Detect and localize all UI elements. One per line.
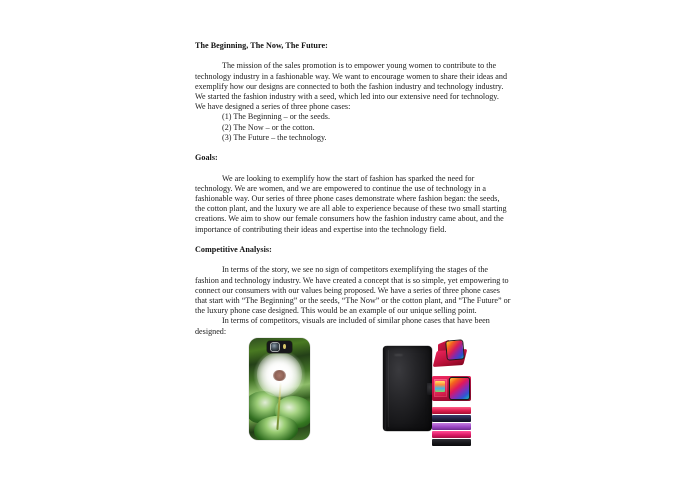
colour-variant-bar [432,423,471,430]
leather-highlight [394,354,403,357]
phone-screen [450,378,469,399]
red-wallet-case-standing-thumbnail [429,338,474,371]
section-heading: The Beginning, The Now, The Future: [195,41,328,50]
colour-variant-bar [432,439,471,446]
phone-screen [446,340,464,359]
colour-variant-bar [432,415,471,422]
section-paragraph: The mission of the sales promotion is to empower young women to contribute to the technology industry in a fashionable way. We want to encourage women to share their ideas and exemplify how our designs are connected to both the fashion industry and technology industry. We started the fashion industry with a seed, which led into our extensive need for technology. We have designed a series of three phone cases: [195,61,508,112]
card-slots [435,381,445,392]
phone-case-list [195,112,511,143]
section-the-beginning-the-now-the-future [195,41,511,143]
colour-variants-stack-thumbnail [429,406,474,446]
section-heading: Goals: [195,153,218,163]
document-text-body [195,41,511,337]
figure-row [0,336,695,456]
case-spine [383,346,386,431]
section-heading: Competitive Analysis: [195,245,272,254]
black-wallet-case-image [383,346,432,431]
list-item: (1) The Beginning – or the seeds. [222,112,330,122]
blank-line [195,51,511,61]
blank-line [195,235,511,245]
section-competitive-analysis [195,245,511,337]
wallet-case-image-group [383,336,475,448]
red-wallet-case-open-thumbnail [429,372,474,404]
section-paragraph: We are looking to exemplify how the start of fashion has sparked the need for technology. We are women, and we are empowered to continue the use of technology in a fashionable way. Our series of three phone cases demonstrate where fashion began: the seeds, the cotton plant, and the luxury we are all able to experience because of these two small starting creations. We aim to show our female consumers how the fashion industry came about, and the importance of contributing their ideas and expertise into the technology field. [195,173,507,234]
colour-variant-bar [432,431,471,438]
colour-variant-bar [432,407,471,414]
section-paragraph: In terms of the story, we see no sign of competitors exemplifying the stages of the fashion and technology industry. We have created a concept that is so simple, yet empowering to connect our consumers with our values being proposed. We have a series of three phone cases that start with “The Beginning” or the seeds, “The Now” or the cotton plant, and “The Future” or the luxury phone case designed. This would be an example of our unique selling point. [195,265,511,316]
dandelion-snap-case-image [249,338,310,440]
section-paragraph: In terms of competitors, visuals are included of similar phone cases that have been designed: [195,316,490,336]
dandelion-core [273,370,285,381]
list-item: (3) The Future – the technology. [222,132,327,142]
section-goals [195,153,511,235]
blank-line [195,143,511,153]
list-item: (2) The Now – or the cotton. [222,122,315,132]
blank-line [195,163,511,173]
camera-lens-icon [271,343,278,351]
blank-line [195,255,511,265]
case-seam [388,350,389,427]
